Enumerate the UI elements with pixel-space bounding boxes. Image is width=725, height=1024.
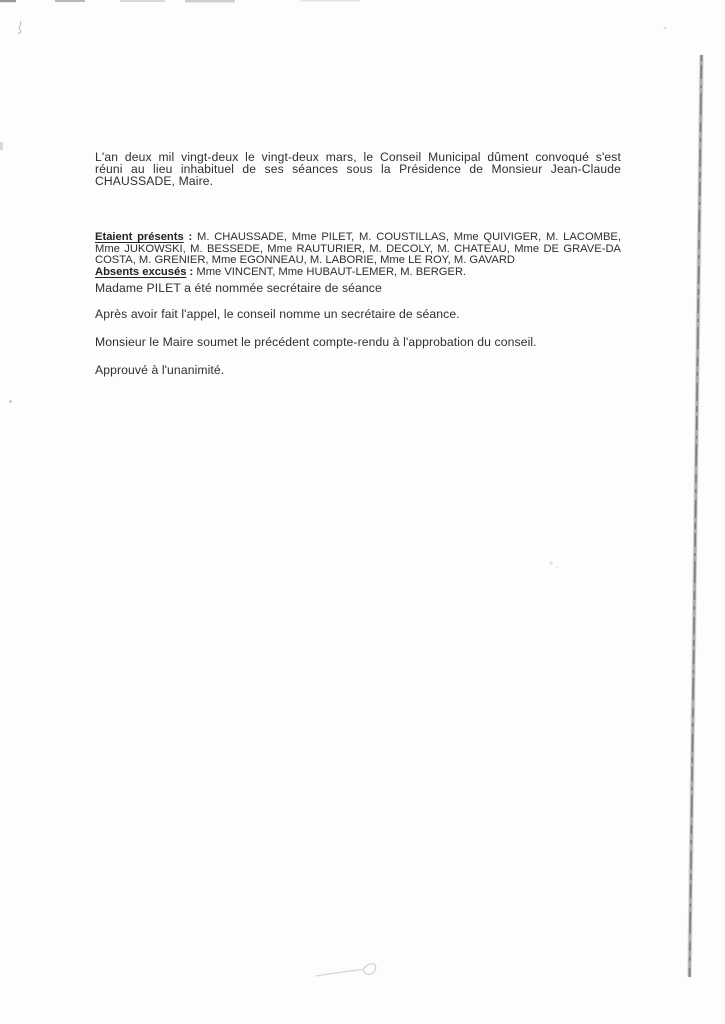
present-line-2: Mme JUKOWSKI, M. BESSEDE, Mme RAUTURIER, M. DECOLY, M. CHATEAU, Mme DE GRAVE-DA [95,242,621,255]
present-separator: : [183,231,197,243]
top-edge-scan-marks [0,0,360,2]
faint-speck-topright [664,27,666,29]
statement-secretary-named: Madame PILET a été nommée secrétaire de séance [95,281,382,295]
present-label: Etaient présents [95,231,184,243]
absent-names: Mme VINCENT, Mme HUBAUT-LEMER, M. BERGER. [196,265,467,278]
intro-line-2: réuni au lieu inhabituel de ses séances sous la Présidence de Monsieur Jean-Claude [95,162,621,177]
intro-paragraph [95,151,621,187]
absent-label: Absents excusés [95,265,187,278]
present-line-3: COSTA, M. GRENIER, Mme EGONNEAU, M. LABORIE, Mme LE ROY, M. GAVARD [95,254,516,267]
intro-line-1: L'an deux mil vingt-deux le vingt-deux mars, le Conseil Municipal dûment convoqué s'est [95,150,621,164]
statement-previous-minutes: Monsieur le Maire soumet le précédent compte-rendu à l'approbation du conseil. [95,335,537,349]
left-edge-mark [0,142,3,150]
present-line-1 [95,232,621,244]
pencil-squiggle-mark [19,21,21,33]
scan-crease-line [690,55,702,977]
scratch-mark-bottom [316,964,376,976]
statement-roll-call: Après avoir fait l'appel, le conseil nomme un secrétaire de séance. [95,307,460,321]
absent-separator: : [186,265,197,278]
statement-approved: Approuvé à l'unanimité. [95,363,225,377]
absent-line [95,267,621,279]
faint-speck-mid [549,561,552,564]
faint-speck-mid-2 [556,566,558,568]
present-names-1: M. CHAUSSADE, Mme PILET, M. COUSTILLAS, Mme QUIVIGER, M. LACOMBE, [197,231,622,243]
ink-speck-left [9,400,11,402]
attendance-block [95,232,621,278]
intro-line-3: CHAUSSADE, Maire. [95,174,214,189]
